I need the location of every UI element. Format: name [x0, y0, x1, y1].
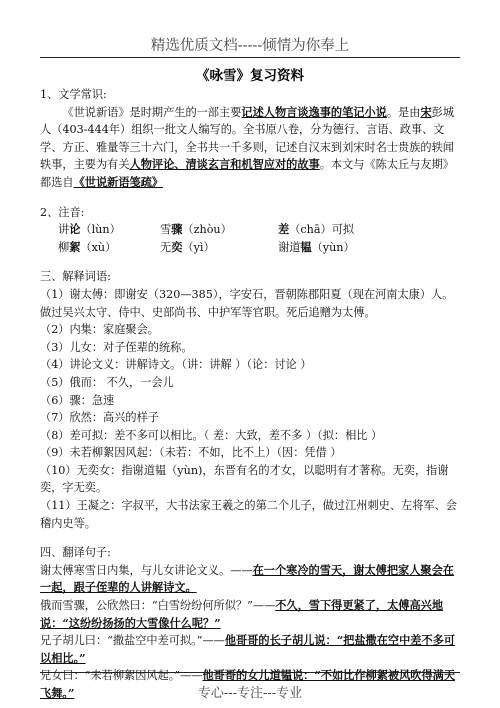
- text-run: 彭城人（403-444年）组织一批文人编写的。全书原八卷，分为德行、言语、政事、文学、方正、雅量等三十六门，全书共一千多则，记述自汉末到刘宋时名士贵族的轶闻轶事，主要为有关: [40, 105, 455, 172]
- definition-item: （5）俄而： 不久，一会儿: [40, 375, 174, 389]
- page-title: 《咏雪》复习资料: [196, 68, 304, 84]
- header-rule: [40, 57, 460, 58]
- source-sentence: 谢太傅寒雪日内集，与儿女讲论文义。——: [40, 563, 253, 577]
- pinyin-item: 讲论（lùn）: [58, 222, 121, 237]
- key-phrase: 《世说新语笺疏》: [73, 174, 164, 189]
- pinyin-item: 谢道韫（yùn）: [278, 239, 355, 254]
- definition-item: （7）欣然：高兴的样子: [40, 411, 159, 425]
- footer-rule: [40, 672, 460, 673]
- source-sentence: 兄子胡儿曰：“撒盐空中差可拟。”——: [40, 634, 225, 648]
- key-phrase: 宋: [420, 104, 432, 119]
- section-2-heading: 2、注音:: [40, 205, 85, 219]
- source-sentence: 兄女曰：“未若柳絮因风起。”——: [40, 669, 203, 683]
- page-footer: 专心---专注---专业: [197, 686, 303, 701]
- definition-item: （8）差可拟：差不多可以相比。（ 差：大致，差不多 ）（拟：相比 ）: [40, 428, 383, 442]
- translation-item: [40, 562, 462, 597]
- translation-text: 他哥哥的长子胡儿说：“把盐撒在空中差不多可以相比。”: [40, 633, 456, 665]
- definition-item: （9）未若柳絮因风起：（未若：不如，比不上）（因：凭借 ）: [40, 446, 342, 460]
- translation-text: 他哥哥的女儿道韫说：“不如比作柳絮被风吹得满天飞舞。”: [40, 668, 456, 700]
- definition-item: （10）无奕女：指谢道韫（yùn)，东晋有名的才女，以聪明有才著称。无奕，指谢奕，字无奕。: [40, 463, 449, 495]
- key-phrase: 记述人物言谈逸事的笔记小说: [241, 104, 387, 119]
- pinyin-item: 雪骤（zhòu）: [160, 222, 232, 237]
- section-3-heading: 三、解释词语:: [40, 270, 111, 284]
- literary-common-sense: [40, 104, 462, 192]
- section-4-heading: 四、翻译句子:: [40, 546, 111, 560]
- translation-text: 在一个寒冷的雪天，谢太傅把家人聚会在一起，跟子侄辈的人讲解诗文。: [40, 562, 454, 595]
- translation-text: 不久，雪下得更紧了，太傅高兴地说：“这纷纷扬扬的大雪像什么呢？”: [40, 598, 444, 630]
- text-run: 《世说新语》是时期产生的一部主要: [62, 105, 242, 119]
- section-1-heading: 1、文学常识:: [40, 88, 107, 101]
- text-run: 。本文与《陈太丘与友期》都选自: [40, 158, 454, 189]
- pinyin-item: 差（chā）可拟: [278, 222, 355, 237]
- document-body: [40, 86, 462, 703]
- pinyin-item: 无奕（yì）: [160, 239, 215, 254]
- definition-item: （4）讲论文义：讲解诗文。（讲：讲解 ）（论：讨论 ）: [40, 358, 312, 372]
- translation-item: [40, 632, 462, 667]
- definition-item: （3）儿女：对子侄辈的统称。: [40, 340, 193, 354]
- pinyin-row-1: [40, 221, 462, 239]
- definition-item: （6）骤：急速: [40, 393, 115, 407]
- definition-item: （2）内集：家庭聚会。: [40, 323, 159, 337]
- text-run: 。是由: [386, 105, 421, 119]
- pinyin-item: 柳絮（xù）: [58, 239, 117, 254]
- source-sentence: 俄而雪骤，公欣然曰：“白雪纷纷何所似？”——: [40, 599, 276, 613]
- definition-item: （1）谢太傅：即谢安（320—385），字安石，晋朝陈郡阳夏（现在河南太康）人。做过吴兴太守、侍中、史部尚书、中护军等官职。死后追赠为太傅。: [40, 287, 454, 319]
- header-text: 精选优质文档-----倾情为你奉上: [150, 38, 350, 54]
- translation-item: [40, 597, 462, 632]
- page-header: [0, 0, 500, 56]
- definition-item: （11）王凝之：字叔平，大书法家王羲之的第二个儿子，做过江州刺史、左将军、会稽内史等。: [40, 499, 457, 530]
- pinyin-row-2: [40, 239, 462, 257]
- key-phrase: 人物评论、清谈玄言和机智应对的故事: [129, 157, 320, 172]
